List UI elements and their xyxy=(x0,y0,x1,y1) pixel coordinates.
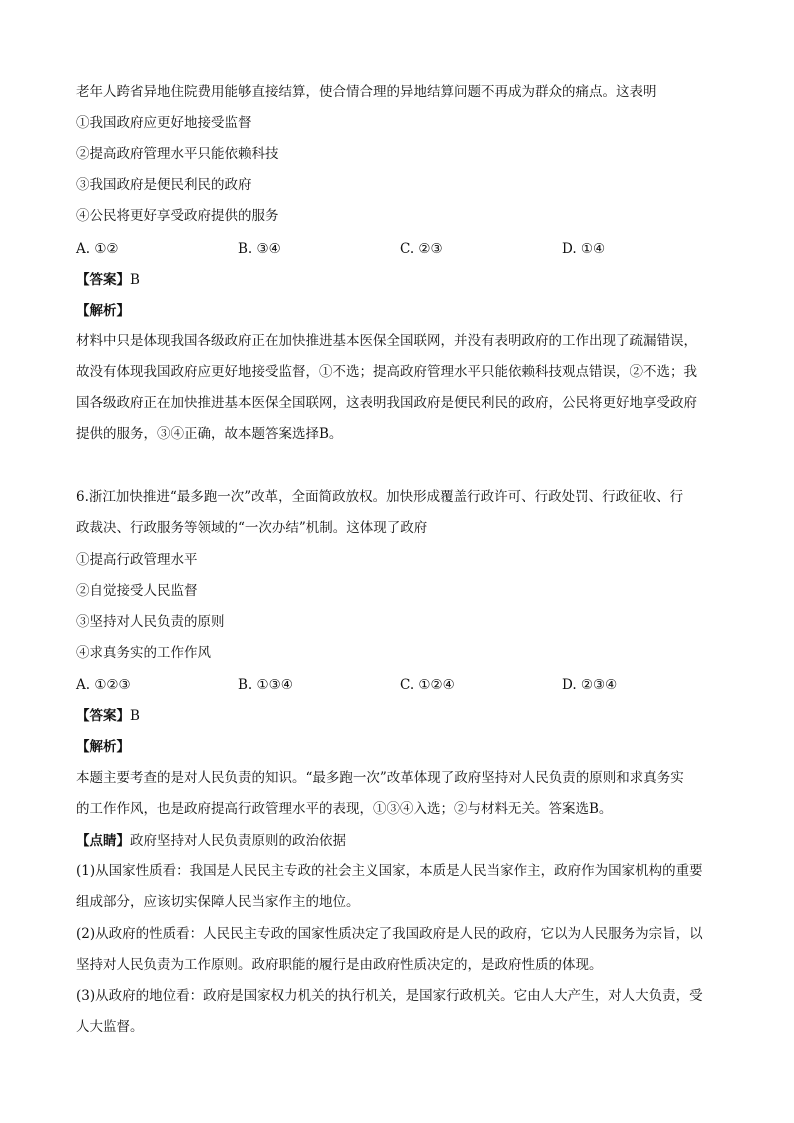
q5-answer-value: B xyxy=(130,272,140,288)
q6-option-2: ②自觉接受人民监督 xyxy=(76,583,198,599)
q5-option-4: ④公民将更好享受政府提供的服务 xyxy=(76,208,279,224)
q6-point-line: (1)从国家性质看：我国是人民民主专政的社会主义国家，本质是人民当家作主，政府作为国家机构的重要 xyxy=(76,863,703,879)
q5-analysis xyxy=(76,326,728,450)
q6-point-1 xyxy=(76,856,728,918)
q6-stem-line: 6.浙江加快推进“最多跑一次”改革，全面简政放权。加快形成覆盖行政许可、行政处罚、行政征收、行 xyxy=(76,489,684,505)
q6-answer xyxy=(76,707,140,725)
q6-analysis-line: 本题主要考查的是对人民负责的知识。“最多跑一次”改革体现了政府坚持对人民负责的原则和求真务实 xyxy=(76,770,684,786)
q6-point-line: 坚持对人民负责为工作原则。政府职能的履行是由政府性质决定的，是政府性质的体现。 xyxy=(76,957,603,973)
q6-point-line: 组成部分，应该切实保障人民当家作主的地位。 xyxy=(76,894,360,910)
q5-analysis-tag: 【解析】 xyxy=(76,303,130,319)
q5-choice-d: D. ①④ xyxy=(562,241,606,257)
q6-dianjing-tag: 【点睛】 xyxy=(76,833,130,849)
q6-option-3: ③坚持对人民负责的原则 xyxy=(76,614,225,630)
q5-stem: 老年人跨省异地住院费用能够直接结算，使合情合理的异地结算问题不再成为群众的痛点。这表明 xyxy=(76,84,657,100)
q6-choice-d: D. ②③④ xyxy=(562,677,618,693)
q6-dianjing xyxy=(76,832,346,850)
q6-answer-tag: 【答案】 xyxy=(76,708,130,724)
q5-analysis-line: 故没有体现我国政府应更好地接受监督，①不选；提高政府管理水平只能依赖科技观点错误，②不选；我 xyxy=(76,364,697,380)
q5-option-1: ①我国政府应更好地接受监督 xyxy=(76,115,252,131)
q6-point-line: (3)从政府的地位看：政府是国家权力机关的执行机关，是国家行政机关。它由人大产生，对人大负责，受 xyxy=(76,988,703,1004)
q6-stem xyxy=(76,482,728,544)
q6-point-line: (2)从政府的性质看：人民民主专政的国家性质决定了我国政府是人民的政府，它以为人民服务为宗旨，以 xyxy=(76,926,703,942)
q5-option-2: ②提高政府管理水平只能依赖科技 xyxy=(76,146,279,162)
q6-dianjing-title: 政府坚持对人民负责原则的政治依据 xyxy=(130,833,346,849)
q6-choice-b: B. ①③④ xyxy=(238,677,293,693)
q5-analysis-line: 材料中只是体现我国各级政府正在加快推进基本医保全国联网，并没有表明政府的工作出现了疏漏错误， xyxy=(76,333,697,349)
q5-option-3: ③我国政府是便民利民的政府 xyxy=(76,177,252,193)
q6-analysis-line: 的工作作风，也是政府提高行政管理水平的表现，①③④入选；②与材料无关。答案选B。 xyxy=(76,801,613,817)
q6-option-4: ④求真务实的工作作风 xyxy=(76,645,211,661)
q6-choice-c: C. ①②④ xyxy=(400,677,455,693)
q6-choice-a: A. ①②③ xyxy=(76,677,131,693)
q6-point-3 xyxy=(76,981,728,1043)
q5-analysis-line: 提供的服务，③④正确，故本题答案选择B。 xyxy=(76,426,343,442)
q5-choice-a: A. ①② xyxy=(76,241,119,257)
q6-answer-value: B xyxy=(130,708,140,724)
q6-analysis-tag: 【解析】 xyxy=(76,739,130,755)
q6-point-2 xyxy=(76,919,728,981)
q6-analysis xyxy=(76,763,728,825)
q6-point-line: 人大监督。 xyxy=(76,1019,144,1035)
q6-option-1: ①提高行政管理水平 xyxy=(76,552,198,568)
q5-analysis-line: 国各级政府正在加快推进基本医保全国联网，这表明我国政府是便民利民的政府，公民将更好地享受政府 xyxy=(76,395,697,411)
q5-answer-tag: 【答案】 xyxy=(76,272,130,288)
q5-answer xyxy=(76,271,140,289)
q5-choice-b: B. ③④ xyxy=(238,241,281,257)
q5-choice-c: C. ②③ xyxy=(400,241,443,257)
q6-stem-line: 政裁决、行政服务等领域的“一次办结”机制。这体现了政府 xyxy=(76,520,428,536)
